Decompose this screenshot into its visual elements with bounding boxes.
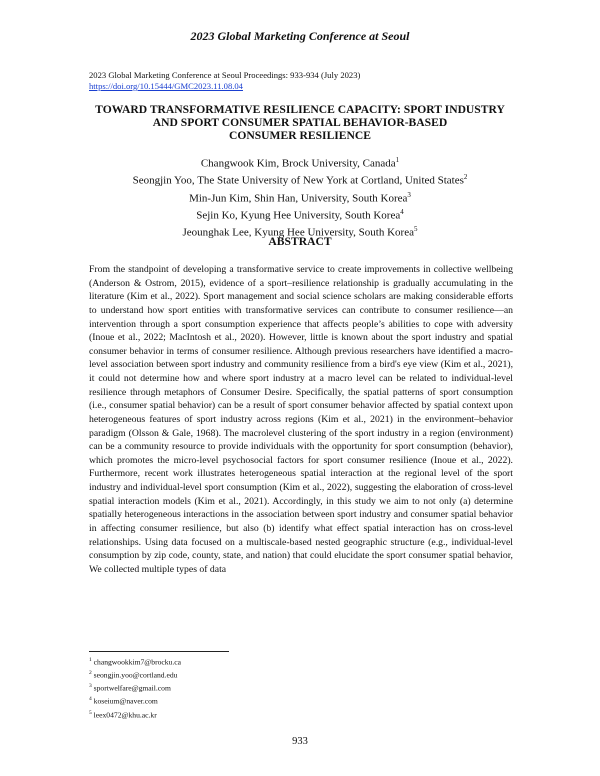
footnote-email: leex0472@khu.ac.kr — [93, 710, 157, 720]
footnote-mark: 2 — [463, 173, 468, 182]
abstract-body: From the standpoint of developing a transformative service to create improvements in collective wellbeing (Anderson & Ostrom, 2015), evidence of a sport–resilience relationship is gradually accumulating in the literature (Kim et al., 2022). Sport management and social science scholars are making considerable efforts to understand how sport entities with transformative services can contribute to consumer resilience—an intervention through a sport consumption experience that affects people’s abilities to cope with adversity (Inoue et al., 2022; MacIntosh et al., 2020). However, little is known about the sport industry and spatial consumer behavior in terms of consumer resilience. Although previous researchers have identified a macro-level association between sport industry and community resilience from a bird's eye view (Kim et al., 2021), it could not determine how and where sport industry at a macro level can be related to individual-level resilience through metaphors of Consumer Desire. Specifically, the spatial patterns of sport consumption (i.e., consumer spatial behavior) can be a result of sport consumer behavior affected by spatial context upon heterogeneous features of sport industry across regions (Kim et al., 2021) in the environment–behavior paradigm (Olsson & Gale, 1968). The macrolevel clustering of the sport industry in a region (environment) can be a community resource to provide individuals with the opportunity for sport consumption (behavior), which promotes the micro-level psychosocial factors for sport consumer resilience (Inoue et al., 2022). Furthermore, recent work illustrates heterogeneous spatial interaction at the regional level of the sport industry and individual-level sport consumption (Kim et al., 2022), suggesting the elaboration of cross-level spatial interaction models (Kim et al., 2021). Accordingly, in this study we aim to not only (a) determine spatially heterogeneous interactions in the association between sport industry and consumer spatial behavior in affecting consumer resilience, but also (b) identify what effect spatial interaction has on cross-level relationships. Using data focused on a multiscale-based nested geographic structure (e.g., individual-level consumption by zip code, county, state, and nation) that could elucidate the sport consumer spatial behavior, We collected multiple types of data — [89, 264, 513, 575]
author-line — [60, 189, 540, 206]
author-line — [60, 154, 540, 171]
author-line — [60, 171, 540, 188]
footnote-mark: 1 — [89, 657, 92, 663]
author-affiliation: Sejin Ko, Kyung Hee University, South Korea — [196, 209, 401, 222]
footnotes — [89, 655, 181, 721]
title-line-1: TOWARD TRANSFORMATIVE RESILIENCE CAPACITY: SPORT INDUSTRY — [95, 103, 505, 116]
footnote-mark: 2 — [89, 670, 92, 677]
abstract-heading: ABSTRACT — [268, 235, 332, 248]
author-affiliation: Min-Jun Kim, Shin Han, University, South Korea — [189, 192, 408, 205]
footnote — [89, 708, 181, 721]
author-line — [60, 206, 540, 223]
footnote-email: seongjin.yoo@cortland.edu — [93, 670, 178, 680]
footnote-email: koseium@naver.com — [93, 696, 158, 706]
footnote-mark: 5 — [89, 709, 92, 716]
title-line-2: AND SPORT CONSUMER SPATIAL BEHAVIOR-BASED — [152, 116, 448, 130]
running-header: 2023 Global Marketing Conference at Seoul — [190, 29, 410, 43]
doi-link[interactable]: https://doi.org/10.15444/GMC2023.11.08.04 — [89, 81, 243, 91]
author-list — [60, 154, 540, 240]
author-affiliation: Changwook Kim, Brock University, Canada — [200, 157, 396, 170]
footnote-mark: 4 — [89, 696, 92, 703]
paper-title — [60, 103, 540, 143]
footnote-email: sportwelfare@gmail.com — [93, 683, 171, 693]
proceedings-line: 2023 Global Marketing Conference at Seoul Proceedings: 933-934 (July 2023) — [89, 70, 361, 80]
footnote — [89, 655, 181, 668]
footnote-mark: 3 — [407, 190, 411, 199]
footnote-mark: 4 — [400, 207, 404, 216]
author-affiliation: Seongjin Yoo, The State University of New York at Cortland, United States — [132, 174, 464, 187]
footnote-mark: 3 — [89, 683, 92, 690]
footnote-mark: 1 — [395, 156, 400, 164]
footnote-email: changwookkim7@brocku.ca — [93, 657, 181, 667]
footnote-divider — [89, 651, 229, 652]
footnote — [89, 668, 181, 681]
page-number: 933 — [292, 736, 308, 747]
footnote — [89, 681, 181, 694]
footnote-mark: 5 — [413, 225, 418, 233]
proceedings-info — [89, 70, 360, 92]
author-affiliation: Jeounghak Lee, Kyung Hee University, South Korea — [182, 226, 414, 239]
title-line-3: CONSUMER RESILIENCE — [228, 129, 372, 143]
footnote — [89, 694, 181, 707]
